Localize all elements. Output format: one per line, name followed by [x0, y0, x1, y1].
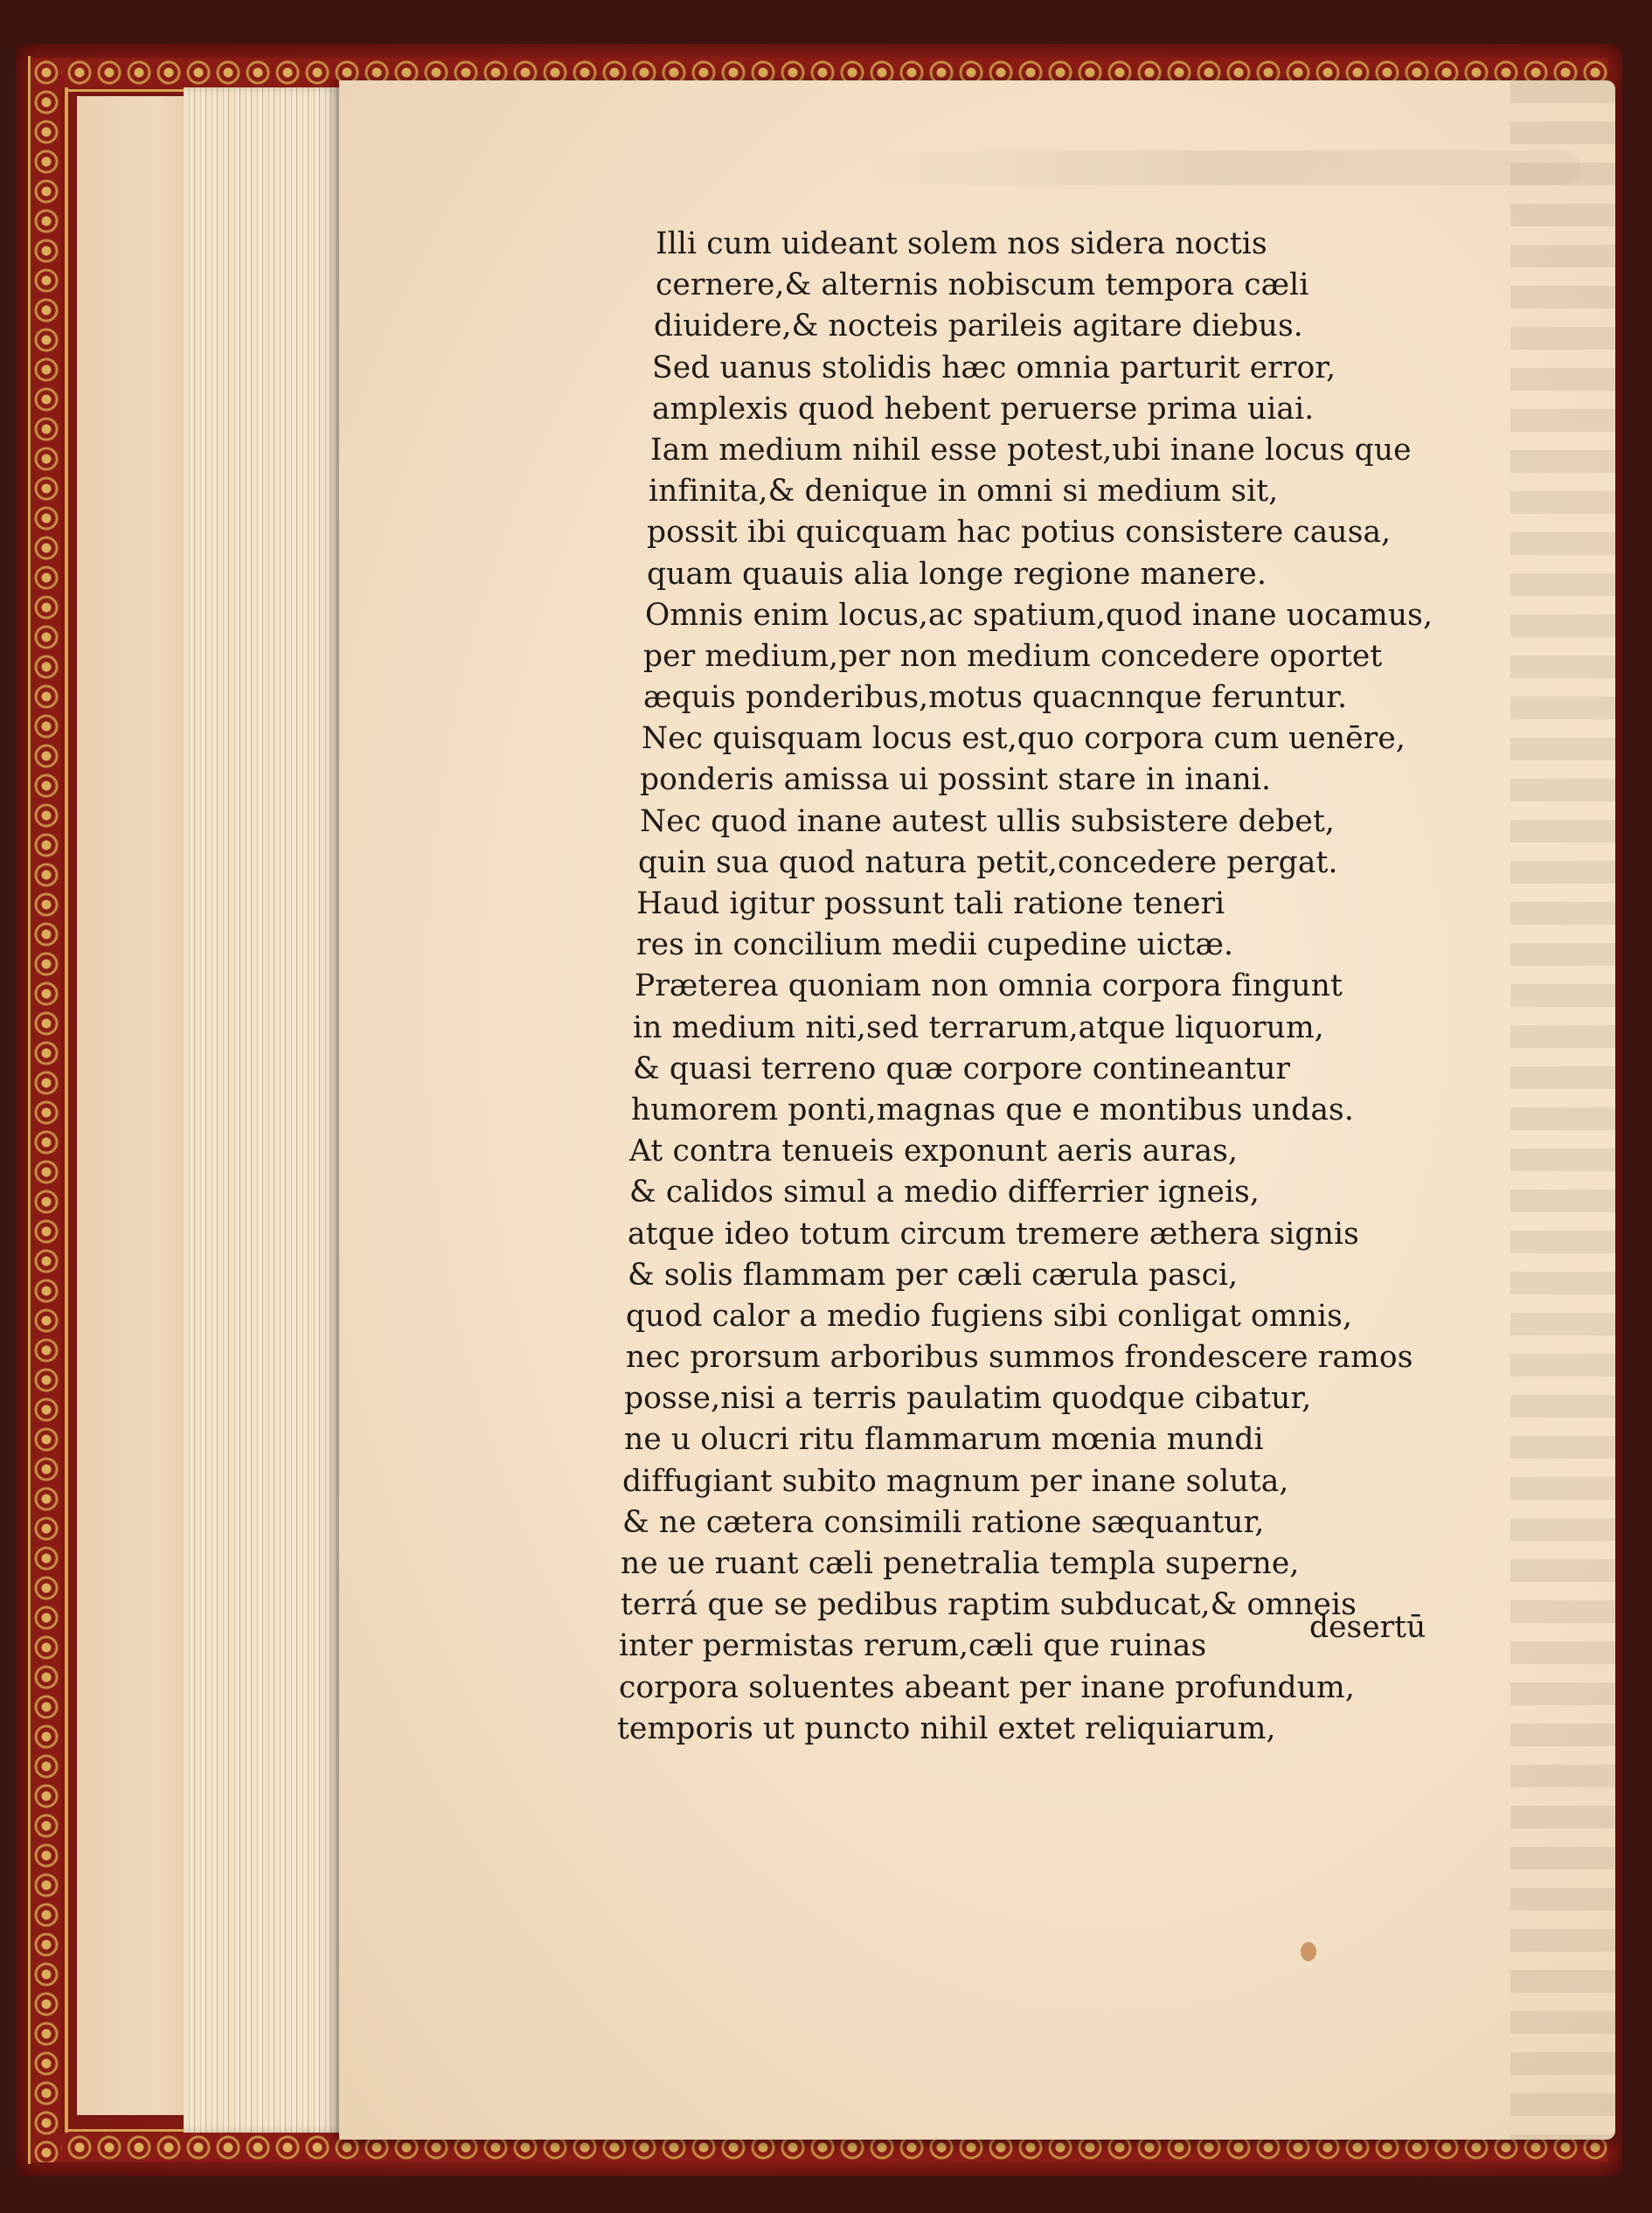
text-line: Sed uanus stolidis hæc omnia parturit error,: [652, 350, 1336, 385]
text-line: quam quauis alia longe regione manere.: [647, 556, 1267, 592]
text-line: humorem ponti,magnas que e montibus undas.: [631, 1092, 1354, 1127]
text-line: amplexis quod hebent peruerse prima uiai.: [652, 391, 1315, 427]
text-line: Iam medium nihil esse potest,ubi inane locus que: [650, 432, 1412, 468]
text-line: & ne cætera consimili ratione sæquantur,: [622, 1504, 1265, 1540]
catchword: desertū: [1309, 1610, 1426, 1645]
running-head-show-through: [864, 150, 1580, 185]
text-line: At contra tenueis exponunt aeris auras,: [629, 1134, 1239, 1169]
text-line: & quasi terreno quæ corpore contineantur: [633, 1051, 1291, 1086]
text-line: ponderis amissa ui possint stare in inani.: [640, 762, 1272, 798]
text-line: atque ideo totum circum tremere æthera signis: [628, 1216, 1359, 1252]
text-line: temporis ut puncto nihil extet reliquiarum,: [617, 1710, 1276, 1746]
text-line: Illi cum uideant solem nos sidera noctis: [656, 226, 1267, 261]
page-edges-stack: [184, 87, 350, 2133]
text-line: nec prorsum arboribus summos frondescere ramos: [626, 1340, 1413, 1376]
text-line: corpora soluentes abeant per inane profundum,: [619, 1669, 1355, 1705]
text-line: per medium,per non medium concedere oportet: [643, 638, 1383, 674]
gilt-rule: [65, 87, 68, 2133]
text-line: & calidos simul a medio differrier igneis,: [629, 1175, 1260, 1211]
text-line: posse,nisi a terris paulatim quodque cibatur,: [624, 1381, 1312, 1417]
poem-text-block: [617, 224, 1582, 1750]
gilt-rule: [28, 56, 31, 2164]
text-line: ne u olucri ritu flammarum mœnia mundi: [624, 1422, 1264, 1458]
text-line: ne ue ruant cæli penetralia templa superne,: [621, 1546, 1300, 1581]
text-line: & solis flammam per cæli cærula pasci,: [628, 1257, 1239, 1293]
text-line: Omnis enim locus,ac spatium,quod inane uocamus,: [645, 597, 1433, 633]
text-line: æquis ponderibus,motus quacnnque feruntur.: [643, 680, 1348, 716]
text-line: possit ibi quicquam hac potius consistere causa,: [647, 515, 1392, 551]
text-line: terrá que se pedibus raptim subducat,& omneis: [621, 1587, 1357, 1623]
text-line: quod calor a medio fugiens sibi conligat omnis,: [626, 1298, 1353, 1334]
text-line: quin sua quod natura petit,concedere pergat.: [638, 844, 1338, 880]
text-line: diffugiant subito magnum per inane soluta,: [622, 1463, 1289, 1499]
text-line: Præterea quoniam non omnia corpora fingunt: [635, 968, 1343, 1004]
text-line: Haud igitur possunt tali ratione teneri: [636, 886, 1225, 921]
gilt-border-left: [31, 58, 61, 2162]
text-line: cernere,& alternis nobiscum tempora cæli: [656, 267, 1309, 303]
text-line: in medium niti,sed terrarum,atque liquorum,: [633, 1009, 1324, 1045]
text-line: infinita,& denique in omni si medium sit,: [649, 474, 1279, 510]
text-line: Nec quod inane autest ullis subsistere debet,: [640, 803, 1335, 839]
foxing-spot: [1301, 1942, 1316, 1961]
text-line: diuidere,& nocteis parileis agitare diebus.: [654, 309, 1303, 344]
text-line: res in concilium medii cupedine uictæ.: [636, 927, 1234, 963]
text-line: Nec quisquam locus est,quo corpora cum uenēre,: [642, 721, 1406, 757]
recto-page: [339, 80, 1615, 2140]
text-line: inter permistas rerum,cæli que ruinas: [619, 1628, 1207, 1664]
